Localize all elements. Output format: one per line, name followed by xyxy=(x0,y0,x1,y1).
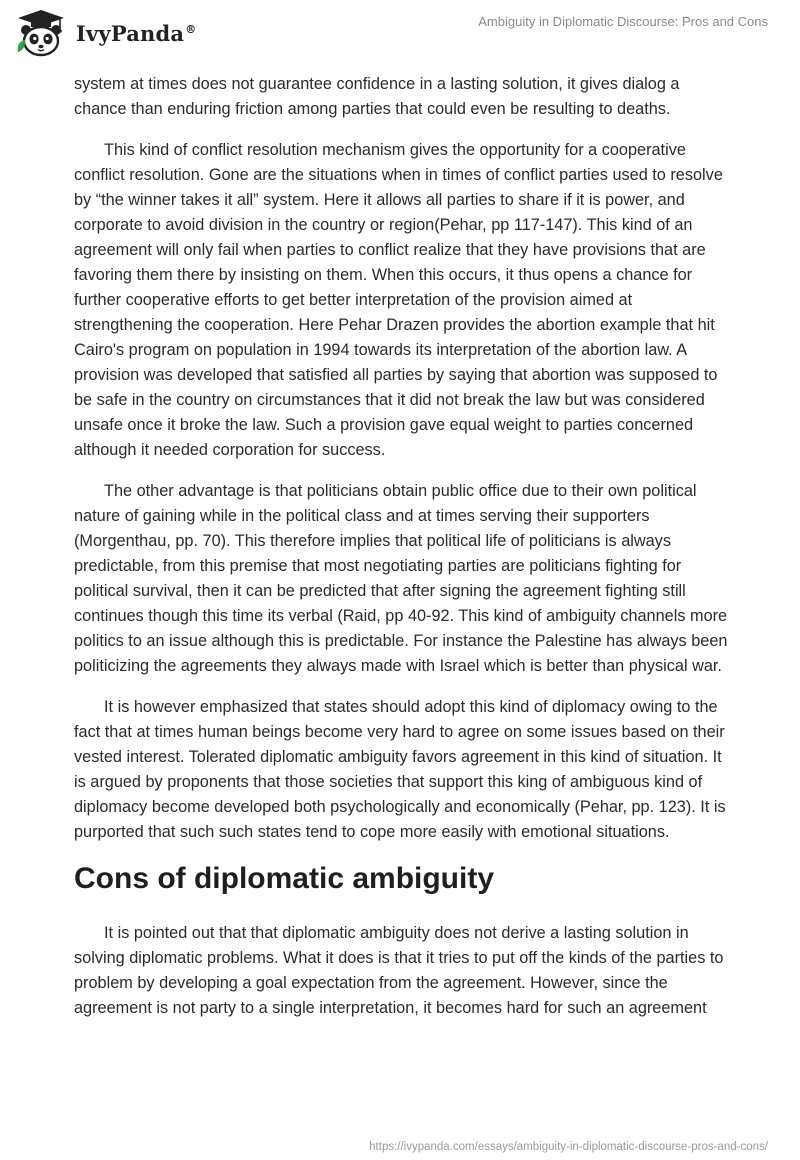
site-logo[interactable] xyxy=(14,8,196,58)
paragraph: The other advantage is that politicians obtain public office due to their own political nature of gaining while in the political class and at times serving their supporters (Morgenthau, pp. 70). This therefore implies that political life of politicians is always predictable, from this premise that most negotiating parties are politicians fighting for political survival, then it can be predicted that after signing the agreement fighting still continues though this time its verbal (Raid, pp 40-92. This kind of ambiguity channels more politics to an issue although this is predictable. For instance the Palestine has always been politicizing the agreements they always made with Israel which is better than physical war. xyxy=(74,482,728,675)
document-title: Ambiguity in Diplomatic Discourse: Pros and Cons xyxy=(478,14,768,29)
paragraph: This kind of conflict resolution mechanism gives the opportunity for a cooperative conflict resolution. Gone are the situations when in times of conflict parties used to resolve by “the winner takes it all” system. Here it allows all parties to share if it is power, and corporate to avoid division in the country or region(Pehar, pp 117-147). This kind of an agreement will only fail when parties to conflict realize that they have provisions that are favoring them there by insisting on them. When this occurs, it thus opens a chance for further cooperative efforts to get better interpretation of the provision aimed at strengthening the cooperation. Here Pehar Drazen provides the abortion example that hit Cairo's program on population in 1994 towards its interpretation of the abortion law. A provision was developed that satisfied all parties by saying that abortion was supposed to be safe in the country on circumstances that it did not break the law but was considered unsafe once it broke the law. Such a provision gave equal weight to parties concerned although it needed corporation for success. xyxy=(74,141,723,459)
paragraph: system at times does not guarantee confidence in a lasting solution, it gives dialog a chance than enduring friction among parties that could even be resulting to deaths. xyxy=(74,75,680,118)
panda-logo-icon xyxy=(14,8,68,58)
paragraph: It is however emphasized that states should adopt this kind of diplomacy owing to the fact that at times human beings become very hard to agree on some issues based on their vested interest. Tolerated diplomatic ambiguity favors agreement in this kind of situation. It is argued by proponents that those societies that support this king of ambiguous kind of diplomacy become developed both psychologically and economically (Pehar, pp. 123). It is purported that such such states tend to cope more easily with emotional situations. xyxy=(74,698,726,841)
section-heading: Cons of diplomatic ambiguity xyxy=(74,862,495,895)
essay-body xyxy=(74,72,728,1037)
page-header xyxy=(0,0,800,70)
paragraph: It is pointed out that that diplomatic ambiguity does not derive a lasting solution in solving diplomatic problems. What it does is that it tries to put off the kinds of the parties to problem by developing a goal expectation from the agreement. However, since the agreement is not party to a single interpretation, it becomes hard for such an agreement xyxy=(74,924,724,1017)
brand-name: IvyPanda® xyxy=(76,20,197,46)
source-url-link[interactable]: https://ivypanda.com/essays/ambiguity-in-diplomatic-discourse-pros-and-cons/ xyxy=(369,1141,768,1153)
